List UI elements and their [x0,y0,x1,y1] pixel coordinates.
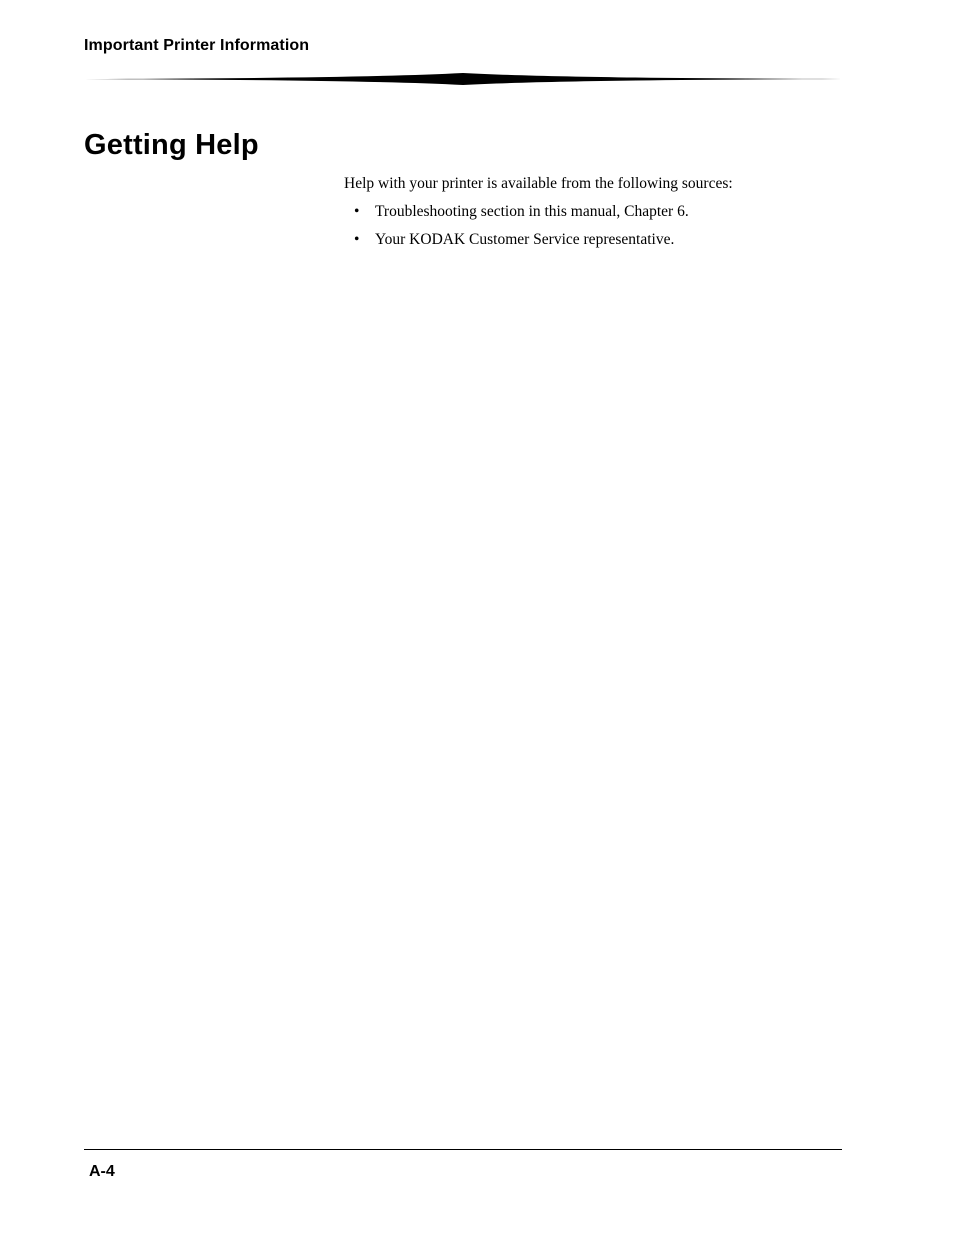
list-item [344,202,844,222]
help-sources-list [344,202,844,250]
bullet-icon: • [354,231,360,248]
section-title: Getting Help [84,129,259,161]
page-number: A-4 [89,1163,115,1180]
bullet-icon: • [354,203,360,220]
intro-paragraph: Help with your printer is available from the following sources: [344,175,733,192]
list-item-text: Your KODAK Customer Service representative. [375,231,675,248]
running-header: Important Printer Information [84,37,310,54]
header-rule [84,70,842,88]
list-item [344,230,844,250]
section-body [344,174,844,258]
list-item-text: Troubleshooting section in this manual, Chapter 6. [375,203,689,220]
footer-rule [84,1149,842,1150]
